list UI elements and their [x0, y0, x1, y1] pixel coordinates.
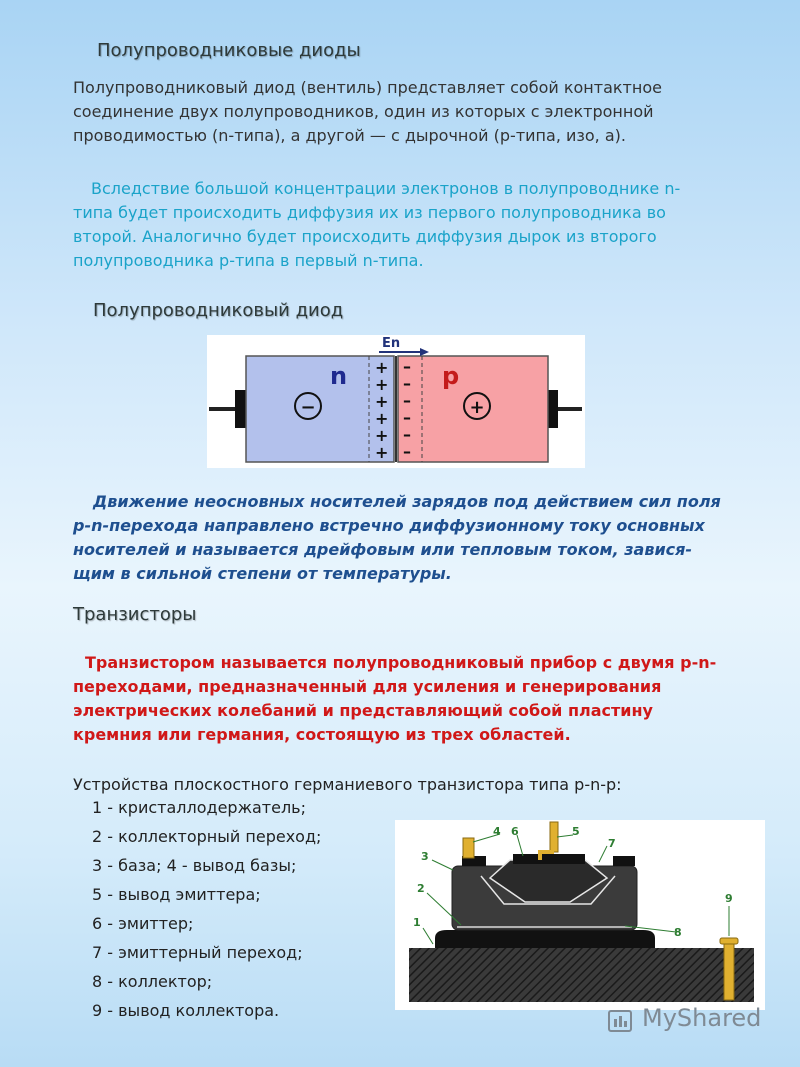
collector-lead-head	[720, 938, 738, 944]
text-line: p-n-перехода направлено встречно диффузионному току основных	[73, 516, 705, 535]
plus-charge: +	[375, 409, 389, 428]
list-item: 1 - кристаллодержатель;	[92, 798, 306, 817]
list-item: 6 - эмиттер;	[92, 914, 194, 933]
electron-sign: −	[300, 397, 316, 418]
plus-charge: +	[375, 358, 389, 377]
minus-charge: –	[403, 442, 411, 461]
diode-diagram	[207, 335, 585, 468]
emitter-lead	[550, 822, 558, 852]
label-6: 6	[511, 825, 519, 838]
base-lead	[463, 838, 474, 858]
transistor-diagram	[395, 820, 765, 1010]
label-5: 5	[572, 825, 580, 838]
device-parts-list	[92, 793, 321, 1025]
section-title-diodes: Полупроводниковые диоды	[97, 40, 361, 61]
myshared-watermark: MyShared	[642, 1004, 762, 1032]
text-line: соединение двух полупроводников, один из которых с электронной	[73, 102, 654, 121]
minus-charge: –	[403, 357, 411, 376]
list-item: 3 - база; 4 - вывод базы;	[92, 856, 297, 875]
left-lead	[209, 407, 235, 411]
list-item: 2 - коллекторный переход;	[92, 827, 322, 846]
right-lead	[558, 407, 582, 411]
text-line: проводимостью (n-типа), а другой — с дырочной (р-типа, изо, а).	[73, 126, 626, 145]
plus-charge: +	[375, 375, 389, 394]
crystal-holder	[409, 948, 754, 1002]
device-heading: Устройства плоскостного германиевого транзистора типа р-n-р:	[73, 775, 622, 794]
diode-figure-title: Полупроводниковый диод	[93, 300, 344, 321]
text-line: Транзистором называется полупроводниковый прибор с двумя р-n-	[85, 653, 717, 672]
diffusion-paragraph	[73, 177, 680, 273]
minus-charge: –	[403, 391, 411, 410]
plus-charge: +	[375, 443, 389, 462]
list-item: 5 - вывод эмиттера;	[92, 885, 261, 904]
collector-contact	[435, 930, 655, 948]
text-line: носителей и называется дрейфовым или тепловым током, завися-	[73, 540, 693, 559]
base-contact-right	[613, 856, 635, 866]
plus-charge: +	[375, 392, 389, 411]
collector-lead	[724, 944, 734, 1000]
text-line: Вследствие большой концентрации электронов в полупроводнике n-	[91, 179, 681, 198]
minus-charge: –	[403, 374, 411, 393]
label-4: 4	[493, 825, 501, 838]
emitter-contact	[513, 854, 585, 864]
left-terminal	[235, 390, 246, 428]
transistor-diagram-svg	[395, 820, 765, 1010]
diode-definition-paragraph	[73, 76, 662, 148]
list-item: 7 - эмиттерный переход;	[92, 943, 303, 962]
label-3: 3	[421, 850, 429, 863]
field-label: En	[382, 336, 401, 351]
plus-charge: +	[375, 426, 389, 445]
drift-paragraph	[73, 490, 721, 586]
text-line: второй. Аналогично будет происходить диффузия дырок из второго	[73, 227, 657, 246]
text-line: Полупроводниковый диод (вентиль) представляет собой контактное	[73, 78, 662, 97]
minus-charge: –	[403, 408, 411, 427]
label-7: 7	[608, 837, 616, 850]
text-line: щим в сильной степени от температуры.	[73, 564, 452, 583]
label-1: 1	[413, 916, 421, 929]
hole-sign: +	[469, 397, 485, 418]
myshared-logo-icon	[606, 1005, 636, 1035]
list-item: 8 - коллектор;	[92, 972, 213, 991]
diode-diagram-svg	[207, 335, 585, 468]
list-item: 9 - вывод коллектора.	[92, 1001, 280, 1020]
label-9: 9	[725, 892, 733, 905]
field-arrow-head	[420, 348, 429, 356]
n-label: n	[330, 362, 348, 390]
text-line: переходами, предназначенный для усиления и генерирования	[73, 677, 662, 696]
text-line: электрических колебаний и представляющий собой пластину	[73, 701, 653, 720]
text-line: полупроводника р-типа в первый n-типа.	[73, 251, 424, 270]
transistor-definition-paragraph	[73, 651, 716, 747]
text-line: кремния или германия, состоящую из трех областей.	[73, 725, 571, 744]
label-2: 2	[417, 882, 425, 895]
text-line: Движение неосновных носителей зарядов под действием сил поля	[93, 492, 721, 511]
minus-charge: –	[403, 425, 411, 444]
section-title-transistors: Транзисторы	[73, 604, 197, 625]
label-8: 8	[674, 926, 682, 939]
p-label: p	[442, 362, 460, 390]
text-line: типа будет происходить диффузия их из первого полупроводника во	[73, 203, 666, 222]
